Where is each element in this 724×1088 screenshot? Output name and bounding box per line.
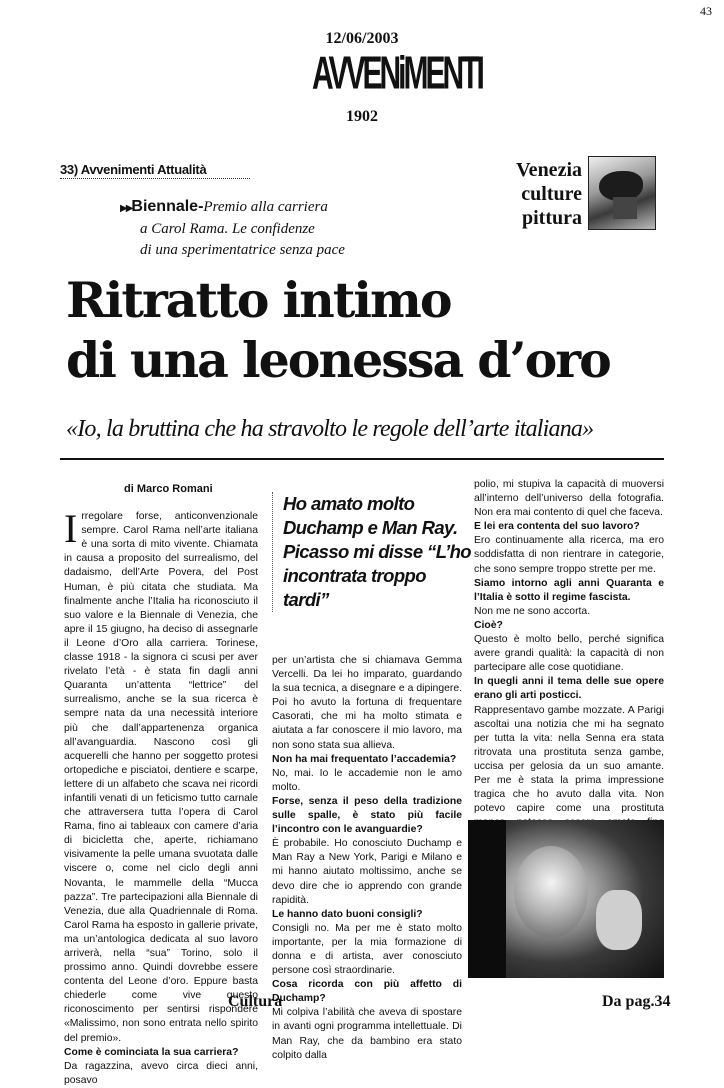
footer-section: Cultura (228, 993, 283, 1010)
photo-shadow (468, 820, 506, 978)
interview-answer: No, mai. Io le accademie non le amo molto. (272, 767, 462, 793)
kicker-title: Biennale- (131, 198, 204, 215)
headline (66, 270, 666, 390)
page-number: 43 (700, 4, 712, 18)
interview-question: Cosa ricorda con più affetto di Duchamp? (272, 979, 462, 1005)
lion-thumbnail (588, 156, 656, 230)
photo-hand (596, 890, 642, 950)
kicker-line-1 (120, 196, 420, 219)
interview-answer: Rappresentavo gambe mozzate. A Parigi ascoltai una notizia che mi ha segnato per tutta la vita: nella Senna era stata ritrovata una prostituta senza gambe, uccisa per gelosia da un suo amante. Per me è stata la prima impressione tragica che ho avuto dalla vita. Non potevo capire come una prostituta (474, 704, 664, 815)
pull-quote: Ho amato molto Duchamp e Man Ray. Picasso mi disse “L’ho incontrata troppo tardi” (272, 492, 475, 612)
portrait-photo (468, 820, 664, 978)
tag-venezia: Venezia (516, 159, 582, 181)
double-arrow-icon: ▶▶ (120, 203, 132, 214)
interview-question: In quegli anni il tema delle sue opere erano gli arti posticci. (474, 676, 664, 702)
interview-answer: Ero continuamente alla ricerca, ma ero soddisfatta di non rientrare in categorie, che sono sempre troppo strette per me. (474, 535, 664, 575)
lion-base (613, 197, 637, 219)
interview-question: E lei era contenta del suo lavoro? (474, 521, 640, 533)
tag-culture: culture (521, 183, 582, 205)
interview-question: Cioè? (474, 619, 503, 631)
article-column-3 (474, 478, 664, 859)
subheadline: «Io, la bruttina che ha stravolto le regole dell’arte italiana» (66, 416, 594, 442)
kicker-text-3: di una sperimentatrice senza pace (140, 242, 345, 258)
headline-rule (60, 458, 664, 460)
interview-answer: Da ragazzina, avevo circa dieci anni, posavo (64, 1060, 258, 1086)
article-column-2 (272, 654, 462, 1063)
byline: di Marco Romani (124, 483, 213, 495)
interview-question: Forse, senza il peso della tradizione sulle spalle, è stato più facile l’incontro con le avanguardie? (272, 795, 462, 836)
interview-question: Non ha mai frequentato l’accademia? (272, 753, 457, 765)
interview-answer: È probabile. Ho conosciuto Duchamp e Man Ray a New York, Parigi e Milano e mi hanno aiutato moltissimo, anche se devo dire che io apprendo con grande rapidità. (272, 838, 462, 906)
interview-answer: Questo è molto bello, perché significa avere grandi qualità: la capacità di non partecipare alle cose quotidiane. (474, 634, 664, 674)
interview-answer: per un’artista che si chiamava Gemma Vercelli. Da lei ho imparato, guardando la sua tecnica, a disegnare e a dipingere. Poi ho avuto la fortuna di frequentare Casorati, che mi ha molto stimata e aiutata a far conoscere il mio lavoro, ma non sono stata sua allieva. (272, 655, 462, 751)
headline-line-2: di una leonessa d’oro (66, 331, 610, 389)
photo-face (514, 846, 588, 938)
section-label: 33) Avvenimenti Attualità (60, 162, 207, 177)
headline-line-1: Ritratto intimo (66, 271, 451, 329)
lead-text: rregolare forse, anticonvenzionale sempre. Carol Rama nell’arte italiana è una sorta di mito vivente. Chiamata in causa a proposito del surrealismo, del dadaismo, dell’Arte Povera, del Post Human, è più citata che studiata. Ma finalmente anche l’Italia ha riconosciuto il suo valore e la Biennale di Venezia, che apre il 15 giugno, ha deciso di assegnarle il Leone d’Oro alla carriera. Torinese, classe 1918 - la signora ci scusi per aver rivelato l’età - è stata fin dagli anni Quaranta un’attenta “lettrice” del surrealismo, anche se la sua ricerca è sempre nata da una necessità interiore più che dall’appartenenza organica all’avanguardia. Nascono così gli acquerelli che hanno per soggetto protesi ortopediche e pisciatoi, dentiere e scarpe, lettere di un alfabeto che scava nei ricordi infantili venati di un feticismo tutto carnale che attraversera tutta l’opera di Carol Rama, fino ai tableaux con camere d’aria di bicicletta che, aperte, richiamano visivamente la pelle umana svuotata dalle viscere o, come nel ciclo degli anni Novanta, le mammelle della “Mucca pazza”. Tre partecipazioni alla Biennale di Venezia, due alla Quadriennale di Roma. Carol Rama ha esposto in gallerie private, ma un’antologica dedicata al suo lavoro arriverà, nella “sua” Torino, solo il prossimo anno. Quindi dovrebbe essere contenta del Leone d’oro. Eppure basta chiederle come vive questo riconoscimento per sentirsi rispondere «Malissimo, non sono entrata nello spirito del premio». (64, 511, 258, 1044)
tag-pittura: pittura (522, 207, 582, 229)
kicker-text-2: a Carol Rama. Le confidenze (140, 221, 315, 237)
interview-answer: polio, mi stupiva la capacità di muoversi all’interno dell’universo della fotografia. Non era mai contento di quel che faceva. (474, 479, 664, 519)
interview-answer: Non me ne sono accorta. (474, 605, 591, 617)
interview-question: Siamo intorno agli anni Quaranta e l’Italia è sotto il regime fascista. (474, 577, 664, 603)
interview-answer: Consigli no. Ma per me è stato molto importante, per la mia formazione di donna e di artista, aver conosciuto persone così straordinarie. (272, 922, 462, 977)
topic-tags (486, 158, 582, 230)
kicker-text-1: Premio alla carriera (203, 199, 328, 215)
interview-answer: Mi colpiva l’abilità che aveva di spostare in avanti ogni programma intellettuale. Di Man Ray, che da bambino era stato colpito dalla (272, 1007, 462, 1061)
issue-number: 1902 (346, 108, 378, 125)
section-divider (60, 178, 250, 179)
drop-cap: I (64, 506, 78, 552)
newspaper-logo: AVVENiMENTI (312, 48, 482, 100)
lead-paragraph (64, 506, 258, 1046)
footer-page-ref: Da pag.34 (602, 993, 671, 1010)
header-date: 12/06/2003 (325, 30, 399, 47)
interview-question: Le hanno dato buoni consigli? (272, 908, 423, 920)
kicker (120, 196, 420, 261)
interview-question: Come è cominciata la sua carriera? (64, 1046, 239, 1058)
